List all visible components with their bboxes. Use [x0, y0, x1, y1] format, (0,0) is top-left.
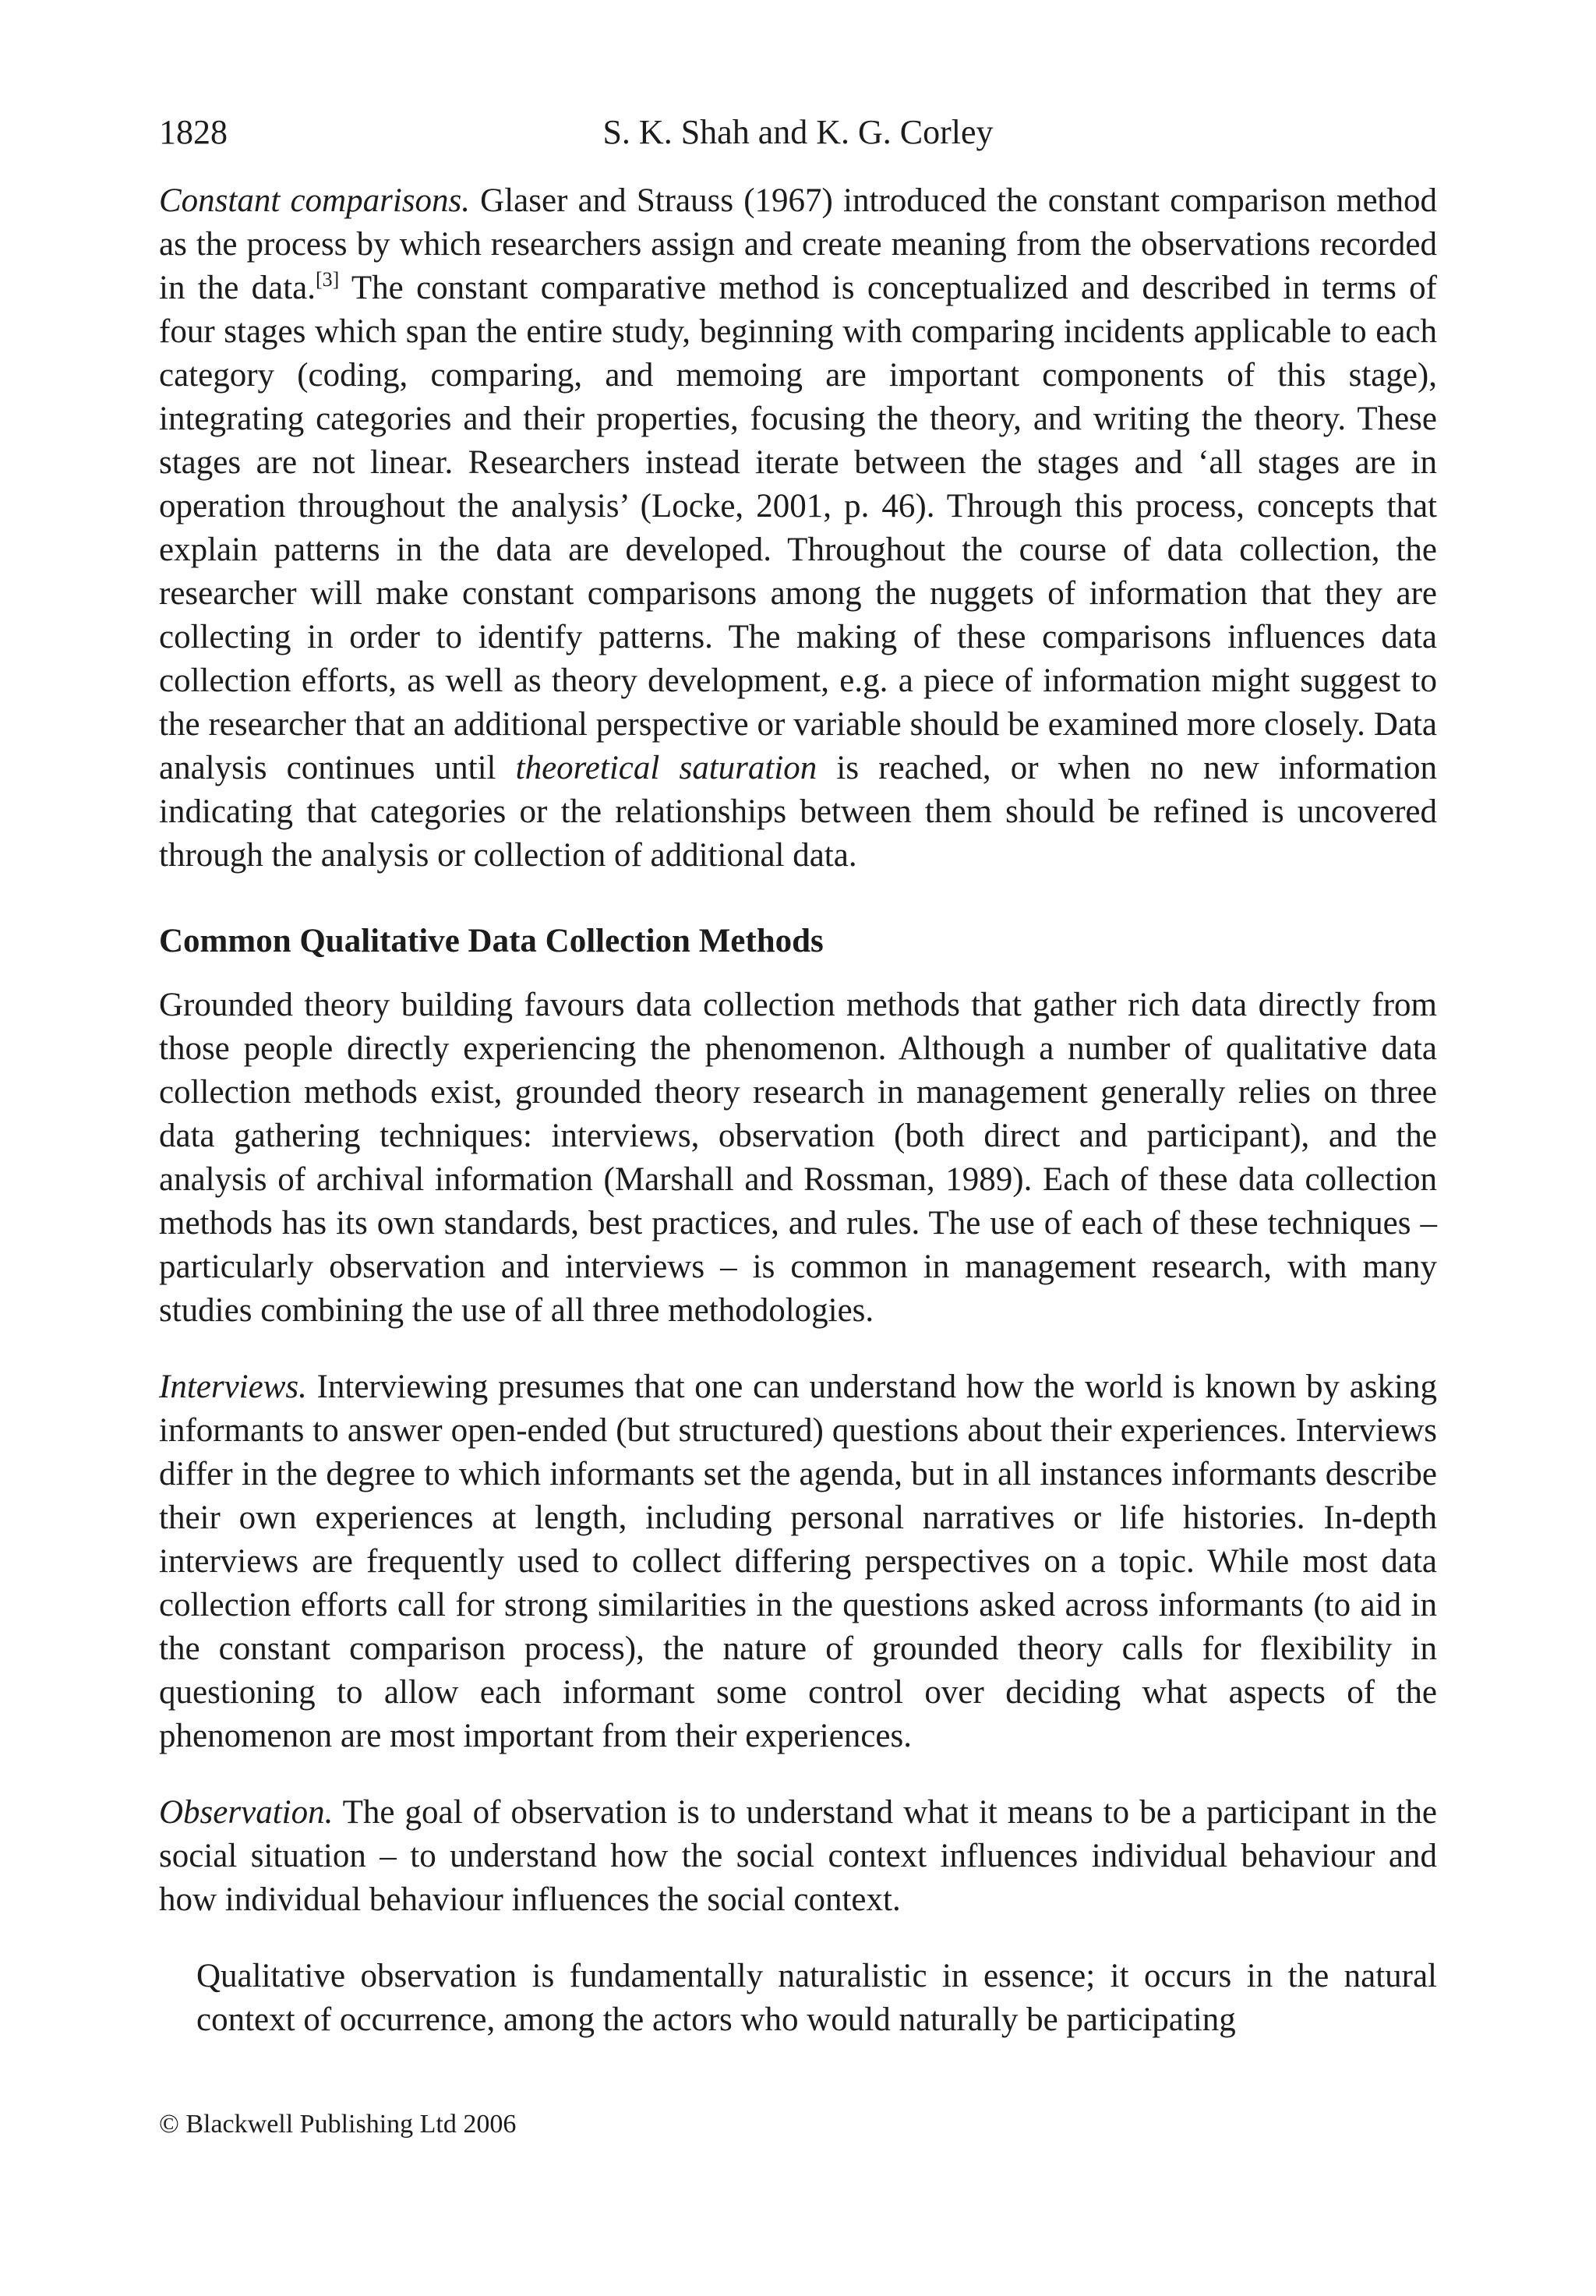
running-head-authors: S. K. Shah and K. G. Corley	[602, 113, 994, 151]
paragraph-constant-comparisons	[159, 179, 1437, 878]
running-head	[159, 109, 1437, 156]
paragraph-text: The goal of observation is to understand what it means to be a participant in the social situation – to understand how the social context influences individual behaviour and how individual behaviour influences the social context.	[159, 1794, 1437, 1918]
paragraph-text: is reached, or when no new information indicating that categories or the relationships between them should be refined is uncovered through the analysis or collection of additional data.	[159, 750, 1437, 874]
paragraph-data-collection-methods: Grounded theory building favours data collection methods that gather rich data directly from those people directly experiencing the phenomenon. Although a number of qualitative data collection methods exist, grounded theory research in management generally relies on three data gathering techniques: interviews, observation (both direct and participant), and the analysis of archival information (Marshall and Rossman, 1989). Each of these data collection methods has its own standards, best practices, and rules. The use of each of these techniques – particularly observation and interviews – is common in management research, with many studies combining the use of all three methodologies.	[159, 987, 1437, 1329]
italic-term-theoretical-saturation: theoretical saturation	[515, 750, 817, 786]
paragraph-text: Glaser and Strauss (1967) introduced the constant comparison method as the process by which researchers assign and create meaning from the observations recorded in the data.	[159, 182, 1437, 306]
section-heading: Common Qualitative Data Collection Methods	[159, 923, 824, 959]
run-in-heading-constant-comparisons: Constant comparisons.	[159, 182, 471, 219]
footnote-reference: [3]	[316, 268, 340, 291]
paragraph-interviews	[159, 1365, 1437, 1758]
block-quote: Qualitative observation is fundamentally naturalistic in essence; it occurs in the natural context of occurrence, among the actors who would naturally be participating	[196, 1958, 1437, 2038]
page-number: 1828	[159, 113, 228, 151]
run-in-heading-observation: Observation.	[159, 1794, 334, 1831]
run-in-heading-interviews: Interviews.	[159, 1369, 307, 1405]
paragraph-text: Interviewing presumes that one can understand how the world is known by asking informants to answer open-ended (but structured) questions about their experiences. Interviews differ in the degree to which informants set the agenda, but in all instances informants describe their own experiences at length, including personal narratives or life histories. In-depth interviews are frequently used to collect differing perspectives on a topic. While most data collection efforts call for strong similarities in the questions asked across informants (to aid in the constant comparison process), the nature of grounded theory calls for flexibility in questioning to allow each informant some control over deciding what aspects of the phenomenon are most important from their experiences.	[159, 1369, 1437, 1754]
footer-copyright: © Blackwell Publishing Ltd 2006	[159, 2110, 517, 2139]
article-body	[159, 179, 1437, 2042]
paragraph-observation	[159, 1791, 1437, 1922]
paragraph-text: The constant comparative method is conceptualized and described in terms of four stages which span the entire study, beginning with comparing incidents applicable to each category (coding, comparing, and memoing are important components of this stage), integrating categories and their properties, focusing the theory, and writing the theory. These stages are not linear. Researchers instead iterate between the stages and ‘all stages are in operation throughout the analysis’ (Locke, 2001, p. 46). Through this process, concepts that explain patterns in the data are developed. Throughout the course of data collection, the researcher will make constant comparisons among the nuggets of information that they are collecting in order to identify patterns. The making of these comparisons influences data collection efforts, as well as theory development, e.g. a piece of information might suggest to the researcher that an additional perspective or variable should be examined more closely. Data analysis continues until	[159, 270, 1437, 786]
